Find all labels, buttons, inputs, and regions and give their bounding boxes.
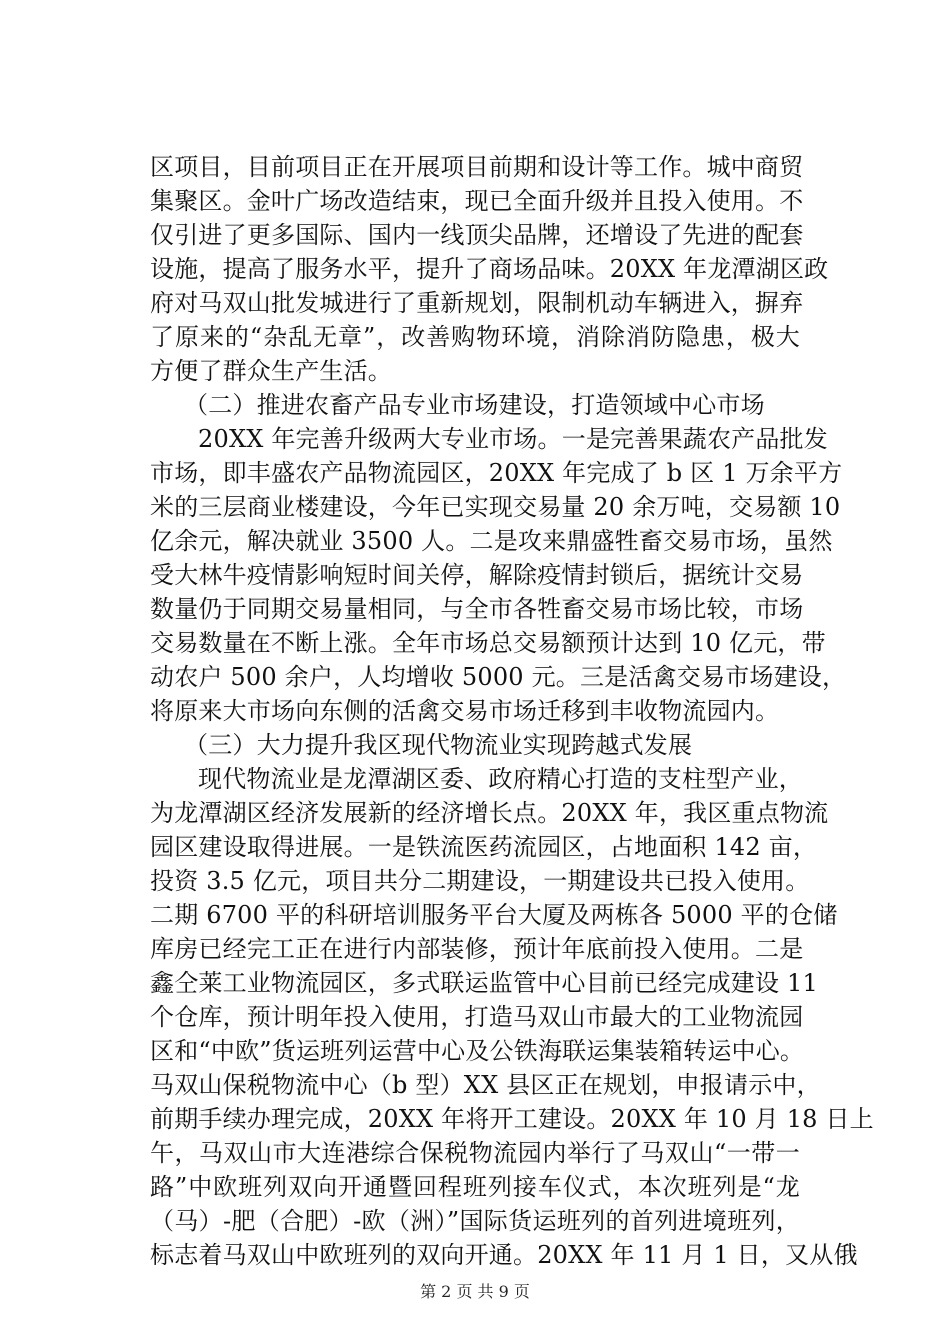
text-line: 午，马双山市大连港综合保税物流园内举行了马双山“一带一 — [150, 1139, 800, 1167]
section-heading — [150, 388, 800, 422]
text-line: 投资 3.5 亿元，项目共分二期建设，一期建设共已投入使用。 — [150, 867, 810, 895]
text-line: 将原来大市场向东侧的活禽交易市场迁移到丰收物流园内。 — [150, 697, 780, 725]
paragraph — [150, 762, 874, 1272]
document-body — [150, 150, 874, 1272]
text-line: 区项目，目前项目正在开展项目前期和设计等工作。城中商贸 — [150, 153, 804, 181]
text-line: （马）-肥（合肥）-欧（洲）”国际货运班列的首列进境班列， — [150, 1207, 800, 1235]
text-line: （二）推进农畜产品专业市场建设，打造领域中心市场 — [184, 391, 765, 419]
text-line: 二期 6700 平的科研培训服务平台大厦及两栋各 5000 平的仓储 — [150, 901, 838, 929]
text-line: 仅引进了更多国际、国内一线顶尖品牌，还增设了先进的配套 — [150, 221, 804, 249]
page-footer: 第 2 页 共 9 页 — [420, 1282, 530, 1301]
text-line: （三）大力提升我区现代物流业实现跨越式发展 — [184, 731, 693, 759]
text-line: 亿余元，解决就业 3500 人。二是攻来鼎盛牲畜交易市场，虽然 — [150, 527, 833, 555]
text-line: 集聚区。金叶广场改造结束，现已全面升级并且投入使用。不 — [150, 187, 804, 215]
text-line: 交易数量在不断上涨。全年市场总交易额预计达到 10 亿元，带 — [150, 629, 826, 657]
paragraph — [150, 422, 847, 728]
text-line: 马双山保税物流中心（b 型）XX 县区正在规划，申报请示中， — [150, 1071, 821, 1099]
text-line: 路”中欧班列双向开通暨回程班列接车仪式，本次班列是“龙 — [150, 1173, 800, 1201]
text-line: 市场，即丰盛农产品物流园区，20XX 年完成了 b 区 1 万余平方 — [150, 459, 843, 487]
text-line: 设施，提高了服务水平，提升了商场品味。20XX 年龙潭湖区政 — [150, 255, 829, 283]
text-line: 前期手续办理完成，20XX 年将开工建设。20XX 年 10 月 18 日上 — [150, 1105, 874, 1133]
text-line: 鑫仝莱工业物流园区，多式联运监管中心目前已经完成建设 11 — [150, 969, 818, 997]
text-line: 受大林牛疫情影响短时间关停，解除疫情封锁后，据统计交易 — [150, 561, 804, 589]
text-line: 标志着马双山中欧班列的双向开通。20XX 年 11 月 1 日，又从俄 — [150, 1241, 858, 1269]
text-line: 米的三层商业楼建设，今年已实现交易量 20 余万吨，交易额 10 — [150, 493, 841, 521]
text-line: 数量仍于同期交易量相同，与全市各牲畜交易市场比较，市场 — [150, 595, 804, 623]
paragraph — [150, 150, 829, 388]
text-line: 府对马双山批发城进行了重新规划，限制机动车辆进入，摒弃 — [150, 289, 804, 317]
text-line: 区和“中欧”货运班列运营中心及公铁海联运集装箱转运中心。 — [150, 1037, 805, 1065]
text-line: 现代物流业是龙潭湖区委、政府精心打造的支柱型产业， — [198, 765, 803, 793]
text-line: 了原来的“杂乱无章”，改善购物环境，消除消防隐患，极大 — [150, 323, 800, 351]
text-line: 园区建设取得进展。一是铁流医药流园区，占地面积 142 亩， — [150, 833, 818, 861]
section-heading — [150, 728, 800, 762]
text-line: 20XX 年完善升级两大专业市场。一是完善果蔬农产品批发 — [198, 425, 828, 453]
text-line: 方便了群众生产生活。 — [150, 357, 392, 385]
text-line: 库房已经完工正在进行内部装修，预计年底前投入使用。二是 — [150, 935, 804, 963]
text-line: 为龙潭湖区经济发展新的经济增长点。20XX 年，我区重点物流 — [150, 799, 829, 827]
text-line: 动农户 500 余户，人均增收 5000 元。三是活禽交易市场建设， — [150, 663, 847, 691]
text-line: 个仓库，预计明年投入使用，打造马双山市最大的工业物流园 — [150, 1003, 804, 1031]
